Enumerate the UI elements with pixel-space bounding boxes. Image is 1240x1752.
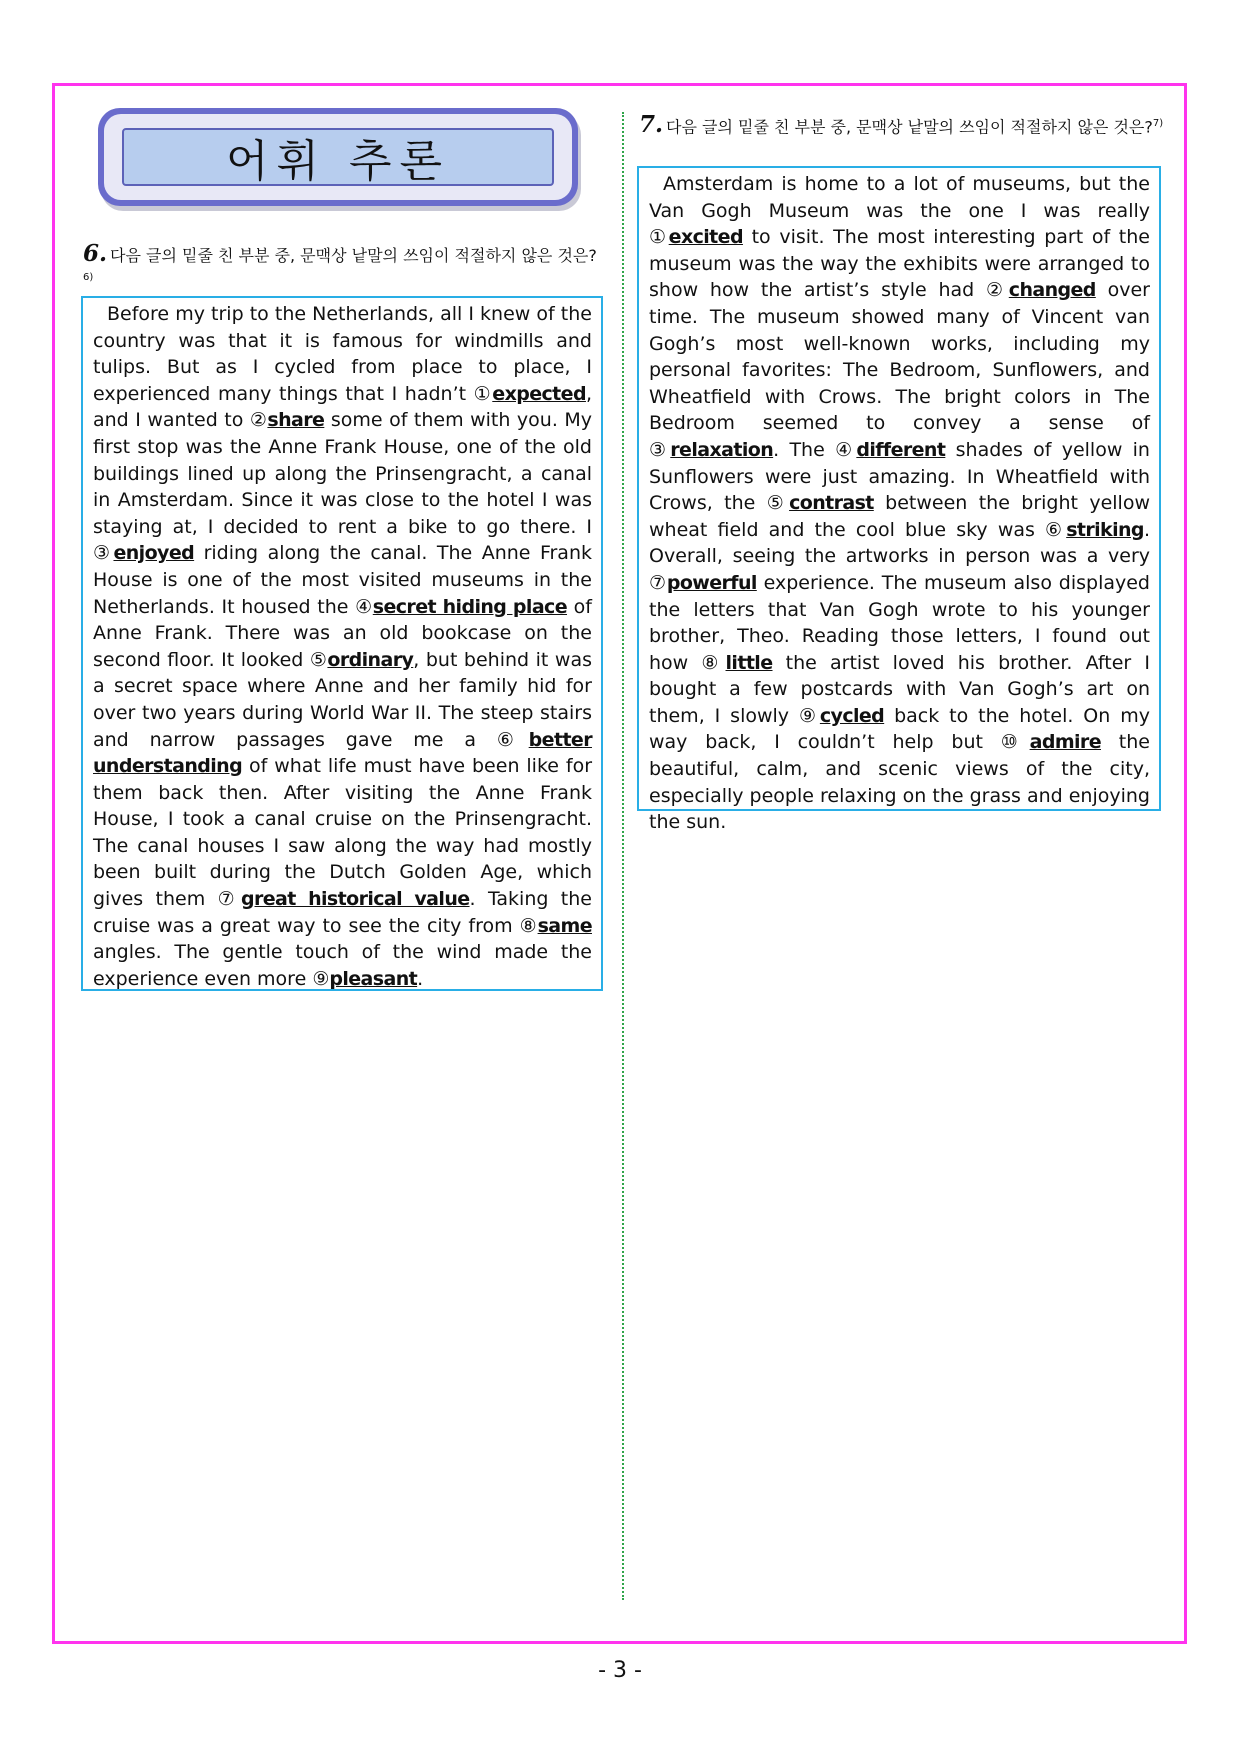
underlined-word: great historical value <box>240 888 470 911</box>
option-marker: ⑤ <box>309 648 328 671</box>
underlined-word: pleasant <box>329 967 418 990</box>
passage-segment: Amsterdam is home to a lot of museums, but the Van Gogh Museum was the one I was really <box>649 173 1150 222</box>
option-marker: ⑨ <box>798 704 820 727</box>
option-marker: ⑥ <box>1045 518 1067 541</box>
option-marker: ⑧ <box>519 914 538 937</box>
underlined-word: better understanding <box>93 728 592 778</box>
option-marker: ⑩ <box>1000 731 1030 754</box>
passage-segment: to visit. The most interesting part of the museum was the way the exhibits were arranged to show how the artist’s style had <box>649 226 1150 302</box>
underlined-word: striking <box>1066 518 1144 541</box>
option-marker: ③ <box>649 438 671 461</box>
option-marker: ⑥ <box>496 728 529 751</box>
underlined-word: different <box>856 438 946 461</box>
option-marker: ④ <box>355 595 373 618</box>
passage-segment: of Anne Frank. There was an old bookcase on the second floor. It looked <box>93 595 592 671</box>
underlined-word: share <box>267 409 325 432</box>
page-number: - 3 - <box>598 1658 642 1683</box>
option-marker: ⑤ <box>766 492 790 515</box>
passage-segment: shades of yellow in Sunflowers were just amazing. In Wheatfield with Crows, the <box>649 438 1150 515</box>
underlined-word: expected <box>492 382 586 405</box>
underlined-word: admire <box>1029 731 1101 754</box>
passage-segment: of what life must have been like for them back then. After visiting the Anne Frank House, I took a canal cruise on the Prinsengracht. The canal houses I saw along the way had mostly been built during the Dutch Golden Age, which gives them <box>93 755 592 911</box>
question-7-header <box>639 113 1164 138</box>
passage-segment: experience. The museum also displayed the letters that Van Gogh wrote to his younger brother, Theo. Reading those letters, I found out how <box>649 571 1150 674</box>
passage-segment: , but behind it was a secret space where Anne and her family hid for over two years during World War II. The steep stairs and narrow passages gave me a <box>93 648 592 751</box>
underlined-word: ordinary <box>327 648 414 671</box>
underlined-word: relaxation <box>670 438 774 461</box>
question-7-passage <box>637 166 1161 834</box>
passage-segment: the artist loved his brother. After I bought a few postcards with Van Gogh’s art on them, I slowly <box>649 651 1150 727</box>
question-number: 7. <box>639 111 664 139</box>
underlined-word: little <box>725 651 773 674</box>
column-divider <box>622 112 624 1600</box>
question-6-header <box>83 240 603 292</box>
underlined-word: powerful <box>666 571 757 594</box>
passage-segment: angles. The gentle touch of the wind made the experience even more <box>93 941 592 990</box>
option-marker: ① <box>473 382 493 405</box>
option-marker: ② <box>986 279 1009 302</box>
option-marker: ⑦ <box>649 571 667 594</box>
section-title-badge <box>98 108 578 206</box>
footnote-marker: 6) <box>83 272 94 283</box>
option-marker: ⑦ <box>217 888 241 911</box>
passage-segment: , and I wanted to <box>93 382 592 432</box>
passage-segment: between the bright yellow wheat field and the cool blue sky was <box>649 492 1150 541</box>
question-prompt: 다음 글의 밑줄 친 부분 중, 문맥상 낱말의 쓰임이 적절하지 않은 것은? <box>666 117 1153 137</box>
underlined-word: same <box>537 914 592 937</box>
option-marker: ① <box>649 226 669 249</box>
option-marker: ⑨ <box>312 967 330 990</box>
option-marker: ② <box>249 409 268 432</box>
passage-text <box>649 171 1150 836</box>
underlined-word: contrast <box>789 492 874 515</box>
passage-segment: over time. The museum showed many of Vincent van Gogh’s most well-known works, including my personal favorites: The Bedroom, Sunflowers, and Wheatfield with Crows. The bright colors in The Bedroom seemed to convey a sense of <box>649 279 1150 435</box>
underlined-word: cycled <box>819 704 885 727</box>
passage-segment: back to the hotel. On my way back, I couldn’t help but <box>649 704 1150 754</box>
question-number: 6. <box>83 240 108 267</box>
passage-segment: riding along the canal. The Anne Frank House is one of the most visited museums in the Netherlands. It housed the <box>93 542 592 618</box>
section-title: 어휘 추론 <box>225 136 450 187</box>
question-prompt: 다음 글의 밑줄 친 부분 중, 문맥상 낱말의 쓰임이 적절하지 않은 것은? <box>110 246 597 265</box>
option-marker: ⑧ <box>701 651 726 674</box>
option-marker: ④ <box>835 438 857 461</box>
question-6-passage <box>81 296 603 991</box>
underlined-word: excited <box>668 226 743 249</box>
underlined-word: changed <box>1008 279 1096 302</box>
option-marker: ③ <box>93 542 114 565</box>
passage-segment: . The <box>773 438 836 461</box>
passage-segment: the beautiful, calm, and scenic views of the city, especially people relaxing on the grass and enjoying the sun. <box>649 731 1150 834</box>
underlined-word: secret hiding place <box>372 595 568 618</box>
passage-segment: some of them with you. My first stop was the Anne Frank House, one of the old buildings lined up along the Prinsengracht, a canal in Amsterdam. Since it was close to the hotel I was staying at, I decided to rent a bike to go there. I <box>93 409 592 538</box>
passage-segment: . <box>417 967 424 990</box>
passage-segment: Before my trip to the Netherlands, all I knew of the country was that it is famous for windmills and tulips. But as I cycled from place to place, I experienced many things that I hadn’t <box>93 303 592 405</box>
underlined-word: enjoyed <box>113 542 195 565</box>
footnote-marker: 7) <box>1152 118 1164 129</box>
passage-segment: . Overall, seeing the artworks in person was a very <box>649 518 1150 568</box>
passage-text <box>93 301 592 992</box>
passage-segment: . Taking the cruise was a great way to see the city from <box>93 888 592 937</box>
